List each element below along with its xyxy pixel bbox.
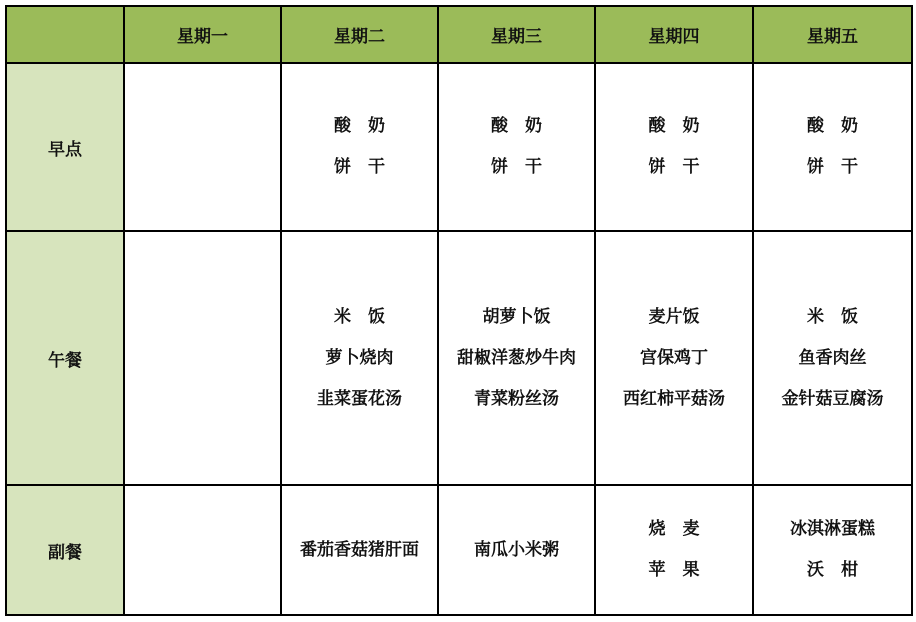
dish: 麦片饭 bbox=[648, 306, 700, 327]
dish: 南瓜小米粥 bbox=[474, 539, 559, 560]
dish: 烧 麦 bbox=[648, 519, 700, 539]
day-header-tuesday: 星期二 bbox=[281, 6, 438, 63]
table-row-lunch bbox=[6, 231, 912, 485]
dish: 萝卜烧肉 bbox=[325, 347, 394, 368]
menu-cell bbox=[753, 63, 912, 231]
dish: 宫保鸡丁 bbox=[640, 347, 708, 368]
dish: 米 饭 bbox=[807, 306, 858, 327]
header-row bbox=[6, 6, 912, 63]
dish: 青菜粉丝汤 bbox=[474, 388, 559, 409]
menu-cell bbox=[281, 63, 438, 231]
weekly-menu-table bbox=[5, 5, 913, 616]
menu-cell bbox=[124, 231, 281, 485]
menu-cell bbox=[438, 231, 595, 485]
day-header-monday: 星期一 bbox=[124, 6, 281, 63]
dish: 鱼香肉丝 bbox=[798, 347, 867, 368]
day-header-wednesday: 星期三 bbox=[438, 6, 595, 63]
dish: 西红柿平菇汤 bbox=[623, 388, 725, 409]
dish: 苹 果 bbox=[648, 560, 700, 580]
dish: 米 饭 bbox=[334, 306, 385, 327]
menu-cell bbox=[595, 485, 753, 615]
menu-cell bbox=[124, 63, 281, 231]
menu-cell bbox=[595, 63, 753, 231]
menu-cell bbox=[753, 485, 912, 615]
menu-cell bbox=[124, 485, 281, 615]
dish: 饼 干 bbox=[648, 157, 700, 177]
dish: 饼 干 bbox=[491, 157, 542, 177]
dish: 饼 干 bbox=[334, 157, 385, 177]
meal-label-snack: 副餐 bbox=[6, 485, 124, 615]
corner-cell bbox=[6, 6, 124, 63]
dish: 沃 柑 bbox=[807, 560, 858, 580]
dish: 韭菜蛋花汤 bbox=[317, 388, 402, 409]
dish: 酸 奶 bbox=[648, 116, 700, 136]
dish: 酸 奶 bbox=[807, 116, 858, 136]
dish: 金针菇豆腐汤 bbox=[781, 388, 884, 409]
dish: 冰淇淋蛋糕 bbox=[790, 519, 875, 539]
dish: 酸 奶 bbox=[334, 116, 385, 136]
meal-label-breakfast: 早点 bbox=[6, 63, 124, 231]
table-row-snack bbox=[6, 485, 912, 615]
dish: 番茄香菇猪肝面 bbox=[300, 539, 419, 560]
day-header-friday: 星期五 bbox=[753, 6, 912, 63]
dish: 饼 干 bbox=[807, 157, 858, 177]
dish: 酸 奶 bbox=[491, 116, 542, 136]
table-row-breakfast bbox=[6, 63, 912, 231]
menu-cell bbox=[753, 231, 912, 485]
menu-cell bbox=[595, 231, 753, 485]
dish: 甜椒洋葱炒牛肉 bbox=[457, 347, 576, 368]
menu-cell bbox=[281, 231, 438, 485]
day-header-thursday: 星期四 bbox=[595, 6, 753, 63]
menu-cell bbox=[438, 485, 595, 615]
dish: 胡萝卜饭 bbox=[482, 306, 551, 327]
menu-cell bbox=[281, 485, 438, 615]
meal-label-lunch: 午餐 bbox=[6, 231, 124, 485]
menu-cell bbox=[438, 63, 595, 231]
